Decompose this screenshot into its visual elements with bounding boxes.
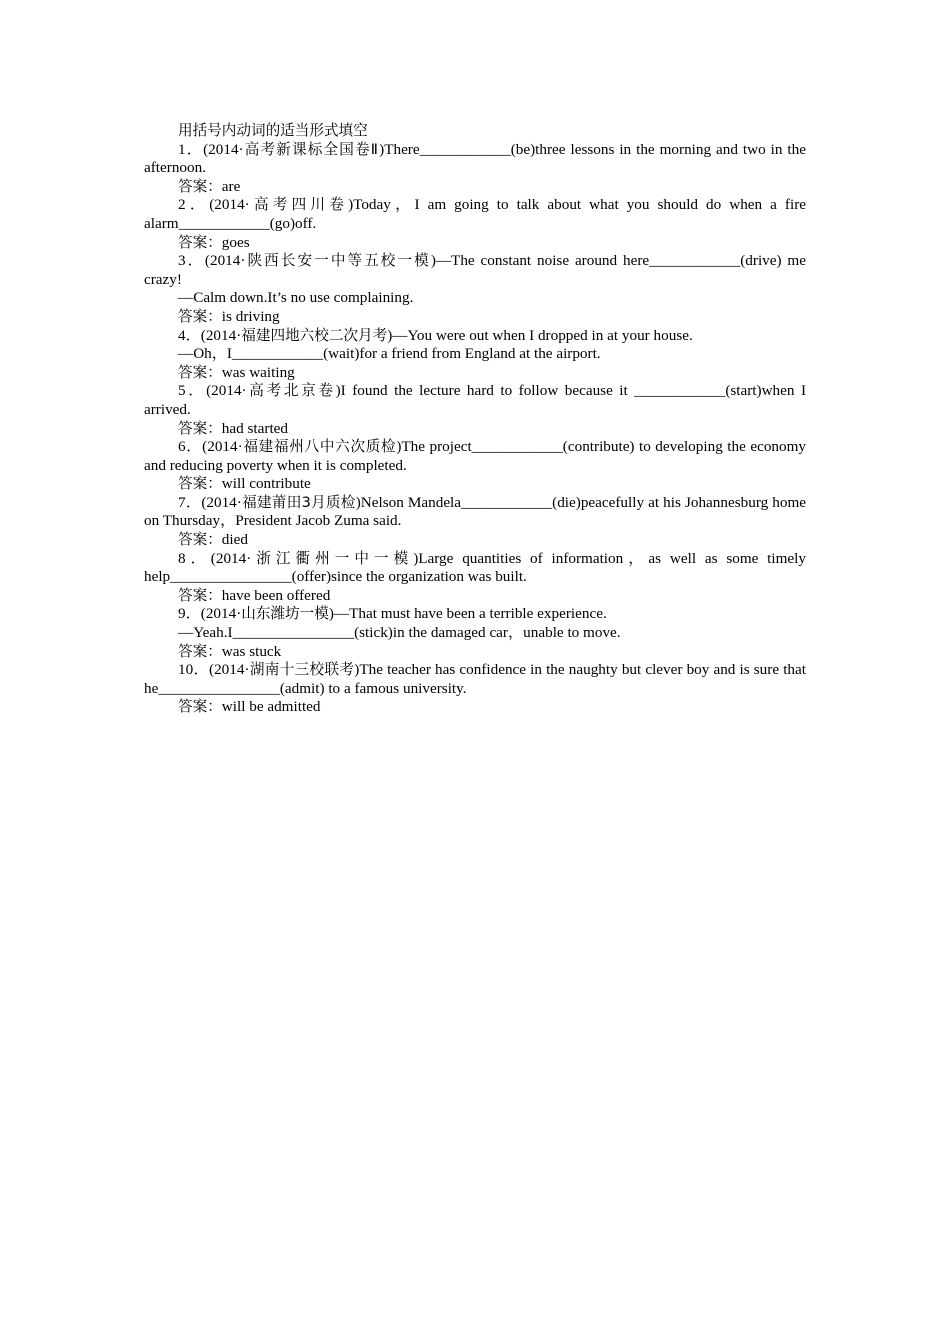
- question-3-reply: —Calm down.It’s no use complaining.: [178, 289, 414, 307]
- question-3: 3．(2014·陕西长安一中等五校一模)—The constant noise around here____________(drive) me crazy!: [144, 252, 806, 288]
- answer-8: 答案：have been offered: [178, 586, 331, 604]
- answer-7: 答案：died: [178, 531, 248, 549]
- question-6: 6．(2014·福建福州八中六次质检)The project____________(contribute) to developing the economy and reducing poverty when it is completed.: [144, 438, 807, 474]
- question-10: 10．(2014·湖南十三校联考)The teacher has confidence in the naughty but clever boy and is sure that he________________(admit) to a famous university.: [144, 661, 806, 697]
- answer-5: 答案：had started: [178, 419, 289, 437]
- question-4-reply: —Oh，I____________(wait)for a friend from England at the airport.: [178, 345, 601, 363]
- answer-3: 答案：is driving: [178, 307, 280, 325]
- question-5: 5．(2014·高考北京卷)I found the lecture hard to follow because it ____________(start)when I arrived.: [144, 382, 806, 418]
- question-7: 7．(2014·福建莆田3月质检)Nelson Mandela____________(die)peacefully at his Johannesburg home on Thursday，President Jacob Zuma said.: [144, 493, 807, 530]
- question-2: 2．(2014·高考四川卷)Today，I am going to talk about what you should do when a fire alarm____________(go)off.: [144, 196, 806, 232]
- answer-1: 答案：are: [178, 177, 241, 195]
- exercise-heading: 用括号内动词的适当形式填空: [178, 122, 368, 139]
- question-8: 8．(2014·浙江衢州一中一模)Large quantities of information，as well as some timely help________________(offer)since the organization was built.: [144, 549, 806, 586]
- question-1: 1．(2014·高考新课标全国卷Ⅱ)There____________(be)three lessons in the morning and two in the afternoon.: [144, 140, 806, 177]
- answer-6: 答案：will contribute: [178, 475, 311, 493]
- document-page: [144, 122, 806, 717]
- question-9-reply: —Yeah.I________________(stick)in the damaged car，unable to move.: [178, 624, 621, 642]
- question-4: 4．(2014·福建四地六校二次月考)—You were out when I dropped in at your house.: [178, 326, 693, 344]
- question-9: 9．(2014·山东潍坊一模)—That must have been a terrible experience.: [178, 605, 607, 623]
- answer-9: 答案：was stuck: [178, 642, 282, 660]
- answer-4: 答案：was waiting: [178, 363, 295, 381]
- answer-10: 答案：will be admitted: [178, 698, 321, 716]
- answer-2: 答案：goes: [178, 233, 250, 251]
